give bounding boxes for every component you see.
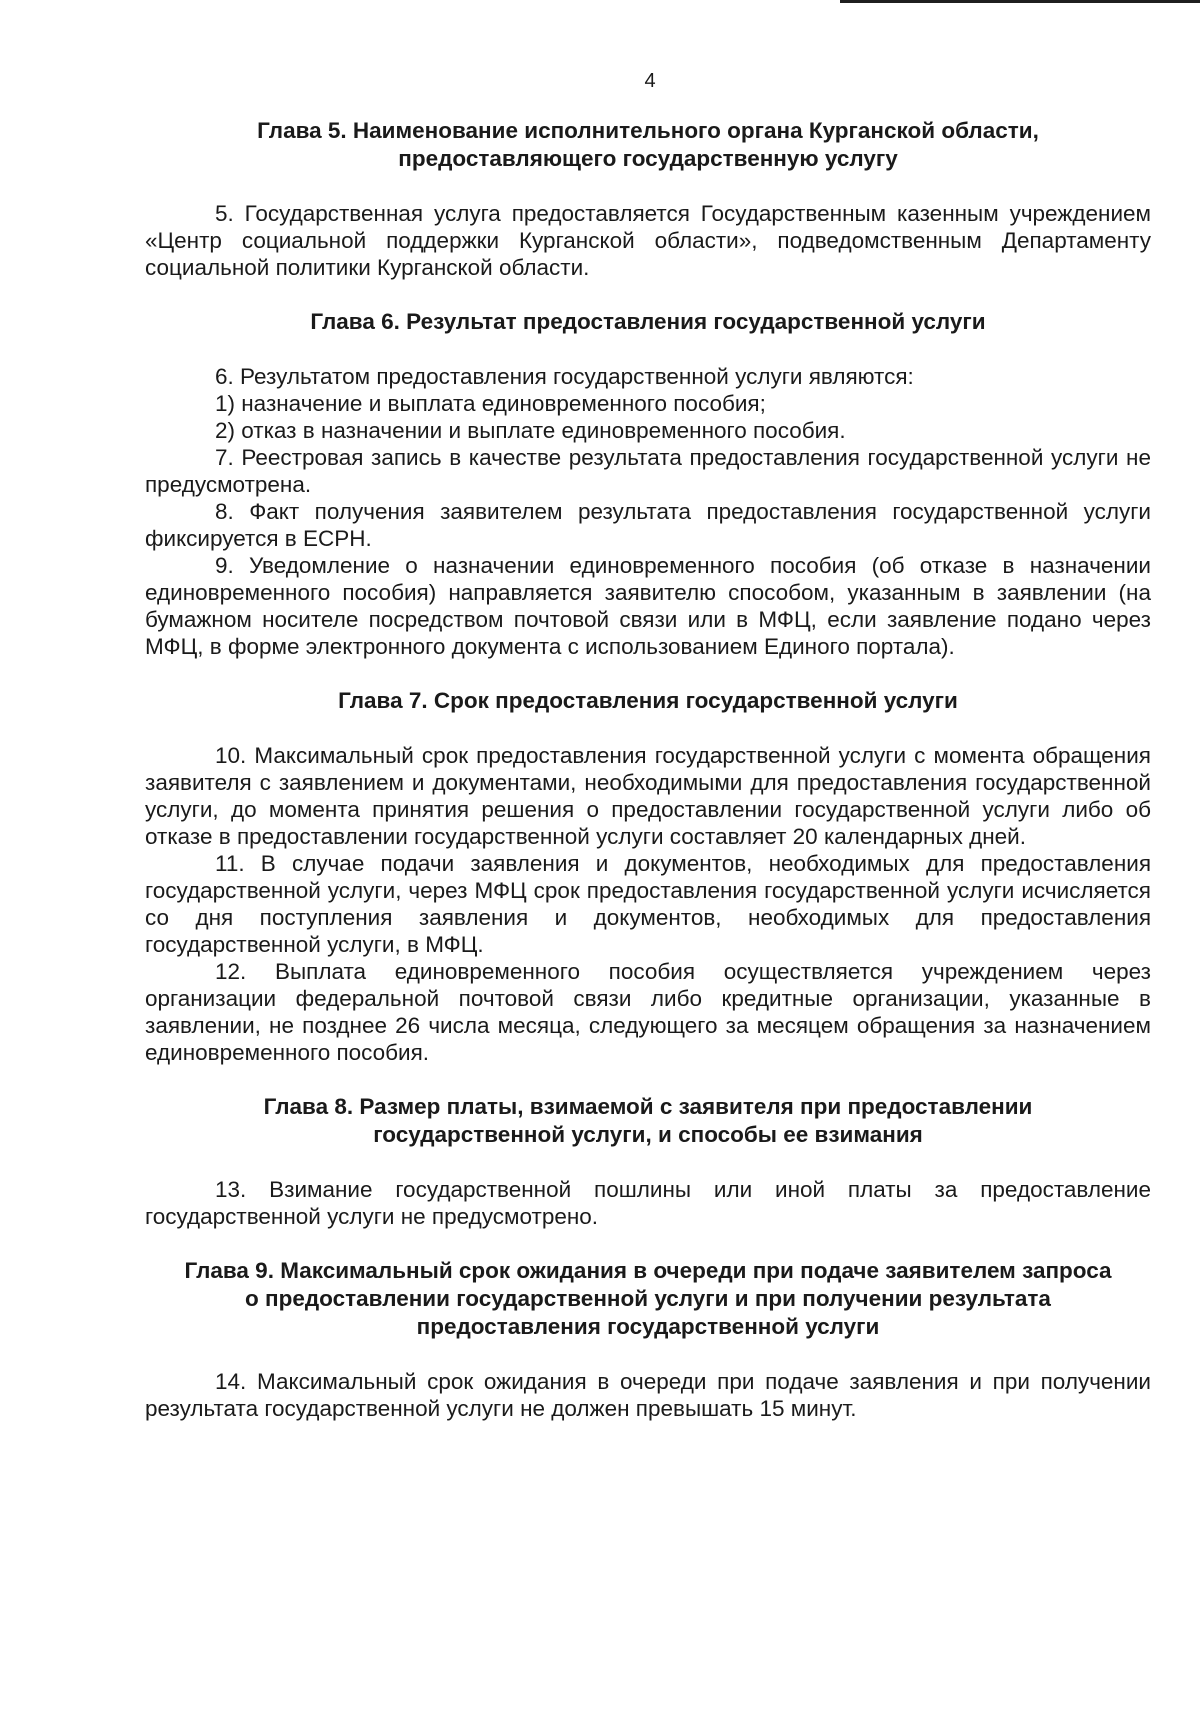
chapter-7 bbox=[145, 687, 1151, 1066]
chapter-9 bbox=[145, 1257, 1151, 1422]
scan-edge-line bbox=[840, 0, 1200, 3]
list-item: 2) отказ в назначении и выплате единовременного пособия. bbox=[215, 418, 846, 443]
paragraph: 12. Выплата единовременного пособия осуществляется учреждением через организации федеральной почтовой связи либо кредитные организации, указанные в заявлении, не позднее 26 числа месяца, следующего за месяцем обращения за назначением единовременного пособия. bbox=[145, 959, 1151, 1065]
paragraph: 9. Уведомление о назначении единовременного пособия (об отказе в назначении единовременного пособия) направляется заявителю способом, указанным в заявлении (на бумажном носителе посредством почтовой связи или в МФЦ, если заявление подано через МФЦ, в форме электронного документа с использованием Единого портала). bbox=[145, 553, 1151, 659]
paragraph: 14. Максимальный срок ожидания в очереди при подаче заявления и при получении результата государственной услуги не должен превышать 15 минут. bbox=[145, 1369, 1151, 1421]
chapter-6 bbox=[145, 308, 1151, 660]
chapter-title: Глава 9. Максимальный срок ожидания в очереди при подаче заявителем запроса о предоставлении государственной услуги и при получении результата предоставления государственной услуги bbox=[184, 1258, 1112, 1339]
paragraph: 5. Государственная услуга предоставляется Государственным казенным учреждением «Центр социальной поддержки Курганской области», подведомственным Департаменту социальной политики Курганской области. bbox=[145, 201, 1151, 280]
page-number: 4 bbox=[644, 70, 656, 92]
paragraph: 11. В случае подачи заявления и документов, необходимых для предоставления государственной услуги, через МФЦ срок предоставления государственной услуги исчисляется со дня поступления заявления и документов, необходимых для предоставления государственной услуги, в МФЦ. bbox=[145, 851, 1151, 957]
list-item: 1) назначение и выплата единовременного пособия; bbox=[215, 391, 766, 416]
paragraph: 13. Взимание государственной пошлины или иной платы за предоставление государственной услуги не предусмотрено. bbox=[145, 1177, 1151, 1229]
chapter-title: Глава 7. Срок предоставления государственной услуги bbox=[338, 688, 958, 713]
document-body bbox=[145, 117, 1151, 1422]
paragraph: 6. Результатом предоставления государственной услуги являются: bbox=[215, 364, 914, 389]
paragraph: 7. Реестровая запись в качестве результата предоставления государственной услуги не предусмотрена. bbox=[145, 445, 1151, 497]
paragraph: 10. Максимальный срок предоставления государственной услуги с момента обращения заявителя с заявлением и документами, необходимыми для предоставления государственной услуги, до момента принятия решения о предоставлении государственной услуги либо об отказе в предоставлении государственной услуги составляет 20 календарных дней. bbox=[145, 743, 1151, 849]
chapter-title: Глава 6. Результат предоставления государственной услуги bbox=[310, 309, 986, 334]
chapter-8 bbox=[145, 1093, 1151, 1230]
chapter-title: Глава 8. Размер платы, взимаемой с заявителя при предоставлении государственной услуги, и способы ее взимания bbox=[263, 1094, 1033, 1147]
chapter-5 bbox=[145, 117, 1151, 281]
paragraph: 8. Факт получения заявителем результата предоставления государственной услуги фиксируется в ЕСРН. bbox=[145, 499, 1151, 551]
chapter-title: Глава 5. Наименование исполнительного органа Курганской области, предоставляющего государственную услугу bbox=[257, 118, 1039, 171]
